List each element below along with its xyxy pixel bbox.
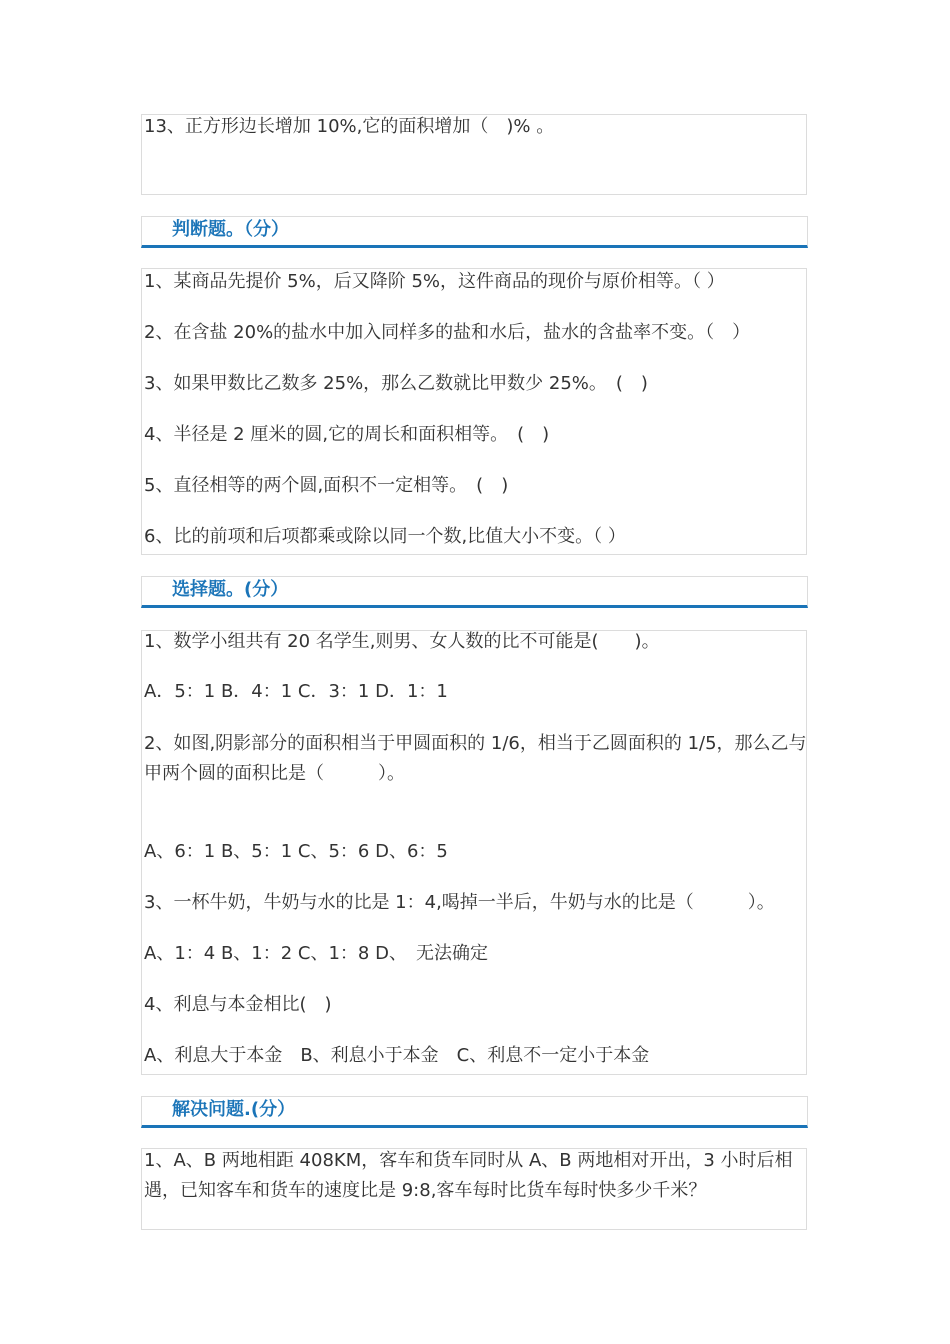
section-title-choice: 选择题。(分） [172,579,289,600]
judge-item: 4、半径是 2 厘米的圆,它的周长和面积相等。 ( ) [144,424,550,445]
choice-options: A、6：1 B、5：1 C、5：6 D、6：5 [144,841,448,862]
choice-options: A、1：4 B、1：2 C、1：8 D、 无法确定 [144,943,488,964]
choice-question: 4、利息与本金相比( ) [144,994,332,1015]
judge-item: 3、如果甲数比乙数多 25%，那么乙数就比甲数少 25%。 ( ) [144,373,648,394]
section-title-solve: 解决问题.(分） [172,1099,296,1120]
judge-item: 2、在含盐 20%的盐水中加入同样多的盐和水后，盐水的含盐率不变。（ ） [144,322,751,343]
question-13: 13、正方形边长增加 10%,它的面积增加（ )% 。 [144,116,555,137]
judge-item: 5、直径相等的两个圆,面积不一定相等。 ( ) [144,475,509,496]
choice-options: A．5：1 B．4：1 C．3：1 D．1：1 [144,681,448,702]
section-title-judge: 判断题。（分） [172,219,289,240]
section-header-judge [141,216,808,248]
choice-options: A、利息大于本金 B、利息小于本金 C、利息不一定小于本金 [144,1045,650,1066]
choice-question: 2、如图,阴影部分的面积相当于甲圆面积的 1/6，相当于乙圆面积的 1/5，那么乙与甲两个圆的面积比是（ ）。 [144,733,807,784]
judge-item: 6、比的前项和后项都乘或除以同一个数,比值大小不变。（ ） [144,526,626,547]
solve-question: 1、A、B 两地相距 408KM，客车和货车同时从 A、B 两地相对开出，3 小时后相遇，已知客车和货车的速度比是 9:8,客车每时比货车每时快多少千米？ [144,1150,793,1201]
section-header-choice [141,576,808,608]
judge-box [141,268,807,555]
choice-question: 1、数学小组共有 20 名学生,则男、女人数的比不可能是( )。 [144,631,660,652]
choice-question: 3、一杯牛奶，牛奶与水的比是 1：4,喝掉一半后，牛奶与水的比是（ ）。 [144,892,775,913]
section-header-solve [141,1096,808,1128]
judge-item: 1、某商品先提价 5%，后又降阶 5%，这件商品的现价与原价相等。（ ） [144,271,725,292]
